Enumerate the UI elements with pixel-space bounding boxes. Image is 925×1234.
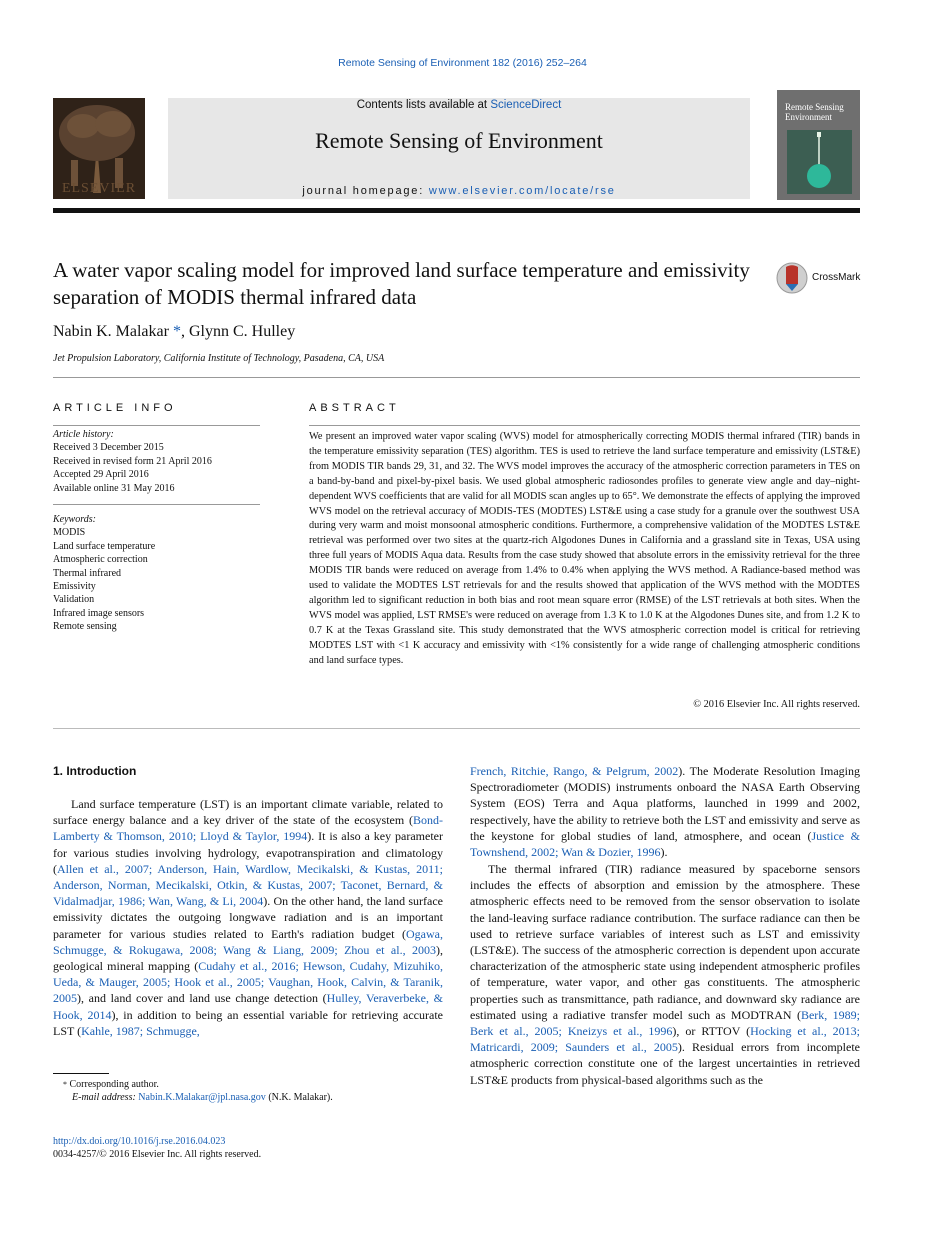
doi-text[interactable]: http://dx.doi.org/10.1016/j.rse.2016.04.023 xyxy=(53,1136,226,1147)
homepage-prefix: journal homepage: xyxy=(302,185,429,197)
intro-paragraph-2 xyxy=(470,861,860,1088)
keywords-rule xyxy=(53,504,260,505)
intro-paragraph-1-continued xyxy=(470,763,860,860)
contents-line xyxy=(168,99,750,111)
keyword-list xyxy=(53,526,260,633)
journal-citation[interactable] xyxy=(0,57,925,69)
abstract-heading: ABSTRACT xyxy=(309,402,400,414)
section-heading-introduction: 1. Introduction xyxy=(53,764,137,778)
body-text: ). The Moderate Resolution Imaging Spectroradiometer (MODIS) instruments onboard the NASA Earth Observing System (EOS) Terra and Aqua platforms, launched in 1999 and 2002, respectively, have the ability to retrieve both the LST and emissivity and serve as the keystone for global studies of land, atmosphere, and ocean ( xyxy=(470,764,861,843)
corresponding-author-marker[interactable]: * xyxy=(172,323,181,340)
reference-link[interactable]: Bond-Lamberty & Thomson, 2010; Lloyd & Taylor, 1994 xyxy=(53,813,443,844)
reference-link[interactable]: Justice & Townshend, 2002; Wan & Dozier, 1996 xyxy=(470,828,861,860)
cover-art-icon xyxy=(787,130,852,194)
history-item: Received in revised form 21 April 2016 xyxy=(53,455,212,467)
keyword-item: Remote sensing xyxy=(53,621,117,633)
issn-copyright: 0034-4257/© 2016 Elsevier Inc. All rights reserved. xyxy=(53,1149,262,1160)
abstract-copyright: © 2016 Elsevier Inc. All rights reserved. xyxy=(693,699,860,710)
author-list xyxy=(53,323,295,341)
reference-link[interactable]: Kahle, 1987; Schmugge, xyxy=(81,1023,200,1038)
article-info-rule xyxy=(53,425,260,426)
reference-link[interactable]: Berk, 1989; Berk et al., 2005; Kneizys et al., 1996 xyxy=(470,1007,860,1039)
history-item: Available online 31 May 2016 xyxy=(53,482,175,494)
body-text: ). It is also a key parameter for various studies involving hydrology, evapotranspiration and climatology ( xyxy=(53,829,443,876)
footnote-email xyxy=(72,1091,333,1104)
footnote-star: * xyxy=(63,1080,67,1089)
body-text: ). On the other hand, the land surface emissivity dictates the outgoing longwave radiation and is an important parameter for various studies related to Earth's radiation budget ( xyxy=(53,894,444,941)
reference-link[interactable]: Ogawa, Schmugge, & Rokugawa, 2008; Wang & Liang, 2009; Zhou et al., 2003 xyxy=(53,926,443,957)
email-suffix: (N.K. Malakar). xyxy=(265,1092,333,1103)
keyword-item: Thermal infrared xyxy=(53,567,122,579)
history-label: Article history: xyxy=(53,429,114,440)
crossmark-badge[interactable] xyxy=(776,262,860,294)
article-info xyxy=(53,428,260,634)
header-rule xyxy=(53,208,860,213)
body-text: ), in addition to being an essential variable for retrieving accurate LST ( xyxy=(53,1007,443,1038)
reference-link[interactable]: Hocking et al., 2013; Matricardi, 2009; Saunders et al., 2005 xyxy=(470,1024,861,1055)
citation-link[interactable]: Remote Sensing of Environment 182 (2016) 252–264 xyxy=(338,57,587,69)
footnote-rule xyxy=(53,1073,109,1074)
keyword-item: Atmospheric correction xyxy=(53,554,148,566)
author-email-link[interactable]: Nabin.K.Malakar@jpl.nasa.gov xyxy=(138,1092,266,1103)
reference-link[interactable]: French, Ritchie, Rango, & Pelgrum, 2002 xyxy=(470,764,679,778)
article-info-heading: ARTICLE INFO xyxy=(53,402,177,414)
body-text: ), or RTTOV ( xyxy=(672,1024,751,1039)
sciencedirect-link[interactable]: ScienceDirect xyxy=(490,99,562,111)
journal-cover-image[interactable] xyxy=(777,90,860,200)
keyword-item: Emissivity xyxy=(53,581,96,593)
doi-link[interactable] xyxy=(53,1135,225,1148)
abstract-divider xyxy=(53,728,860,729)
body-text: ), and land cover and land use change detection ( xyxy=(77,991,327,1006)
keyword-item: Validation xyxy=(53,594,95,606)
journal-header xyxy=(53,90,860,214)
contents-prefix: Contents lists available at xyxy=(356,99,491,111)
journal-homepage xyxy=(168,185,750,197)
history-item: Received 3 December 2015 xyxy=(53,442,164,454)
reference-link[interactable]: Allen et al., 2007; Anderson, Hain, Wardlow, Mecikalski, & Kustas, 2011; Anderson, Norman, Mecikalski, Otkin, & Kustas, 2007; Taconet, Bernard, & Vidalmadjar, 1986; Wan, Wang, & Li, 2004 xyxy=(53,861,443,909)
crossmark-label: CrossMark xyxy=(812,272,861,283)
keyword-item: Land surface temperature xyxy=(53,540,156,552)
reference-link[interactable]: Cudahy et al., 2016; Hewson, Cudahy, Mizuhiko, Ueda, & Mauger, 2005; Hook et al., 2005; Vaughan, Hook, Calvin, & Taranik, 2005 xyxy=(53,959,444,1006)
homepage-link[interactable]: www.elsevier.com/locate/rse xyxy=(428,185,616,197)
intro-paragraph-1 xyxy=(53,796,443,1039)
elsevier-logo xyxy=(53,98,145,199)
keyword-item: Infrared image sensors xyxy=(53,607,145,619)
abstract-rule xyxy=(309,425,860,426)
footnote-label: Corresponding author. xyxy=(69,1079,159,1090)
journal-banner xyxy=(168,98,750,199)
cover-title: Remote Sensing Environment xyxy=(785,102,844,122)
history-list xyxy=(53,441,260,495)
title-divider xyxy=(53,377,860,378)
footnote-corresponding xyxy=(63,1078,159,1091)
history-item: Accepted 29 April 2016 xyxy=(53,469,149,481)
paper-title: A water vapor scaling model for improved land surface temperature and emissivity separation of MODIS thermal infrared data xyxy=(53,258,750,309)
author-rest: , Glynn C. Hulley xyxy=(180,323,296,340)
keyword-item: MODIS xyxy=(53,527,86,539)
abstract-text: We present an improved water vapor scaling (WVS) model for atmospherically correcting MODIS thermal infrared (TIR) bands in the temperature emissivity separation (TES) algorithm. TES is used to retrieve the land surface temperature and emissivity (LST&E) from MODIS TIR bands 29, 31, and 32. The WVS model improves the accuracy of the atmospheric correction parameters in TES on a band-by-band and pixel-by-pixel basis. We used global atmospheric radiosondes profiles to generate view angle and day–night-dependent WVS coefficients that are valid for all MODIS scan angles up to 65°. We demonstrate the effects of applying the improved WVS model on the retrieval accuracy of MODIS-TES (MODTES) LST&E using a case study for a granule over the southwest USA during very warm and moist monsoonal atmospheric conditions. Furthermore, a comprehensive validation of the MODTES LST&E retrieval was performed over two sites at the quartz-rich Algodones Dunes in California and a grassland site in Texas, USA using three full years of MODIS Aqua data. Results from the case study showed that absolute errors in the emissivity retrieval for the three MODIS TIR bands were reduced on average from 1.4% to 0.4% when applying the WVS method. A Radiance-based method was used to validate the MODTES LST retrievals for and the results showed that application of the WVS method with the MODTES algorithm led to significant reduction in both bias and root mean square error (RMSE) of the LST retrievals at both sites. When the WVS model was applied, LST RMSE's were reduced on average from 1.3 K to 1.0 K at the Algodones Dunes site, and from 1.2 K to 0.7 K at the Texas Grassland site. This study demonstrated that the WVS atmospheric correction model is critical for retrieving MODTES LST with <1 K accuracy and emissivity with <1% consistently for a wide range of challenging atmospheric conditions and land surface types. xyxy=(309,431,860,666)
body-text: The thermal infrared (TIR) radiance measured by spaceborne sensors includes the effects of absorption and emission by the atmosphere. These atmospheric effects need to be removed from the sensor observation to isolate the land-leaving surface radiance contribution. The surface radiance can then be used to retrieve surface variables of interest such as LST and emissivity (LST&E). The success of the atmospheric correction is dependent upon accurate characterization of the atmospheric state using independent atmospheric profiles of temperature, water vapor, and other gas constituents. The atmospheric properties such as transmittance, path radiance, and downward sky radiance are estimated using a radiative transfer model such as MODTRAN ( xyxy=(470,862,860,1022)
body-text: ). xyxy=(660,845,668,860)
body-text: ), geological mineral mapping ( xyxy=(53,942,443,974)
reference-link[interactable]: Hulley, Veraverbeke, & Hook, 2014 xyxy=(53,991,443,1022)
affiliation: Jet Propulsion Laboratory, California Institute of Technology, Pasadena, CA, USA xyxy=(53,353,385,364)
publisher-wordmark: ELSEVIER xyxy=(61,181,137,196)
email-label: E-mail address: xyxy=(72,1092,139,1103)
author-first: Nabin K. Malakar xyxy=(53,323,173,340)
keywords-label: Keywords: xyxy=(53,514,96,526)
body-text: Land surface temperature (LST) is an important climate variable, related to surface energy balance and a key driver of the state of the ecosystem ( xyxy=(53,797,443,828)
crossmark-icon xyxy=(776,262,808,294)
journal-title: Remote Sensing of Environment xyxy=(315,128,603,153)
body-text: ). Residual errors from incomplete atmospheric correction constitute one of the largest uncertainties in retrieved LST&E products from physical-based algorithms such as the xyxy=(470,1040,860,1087)
